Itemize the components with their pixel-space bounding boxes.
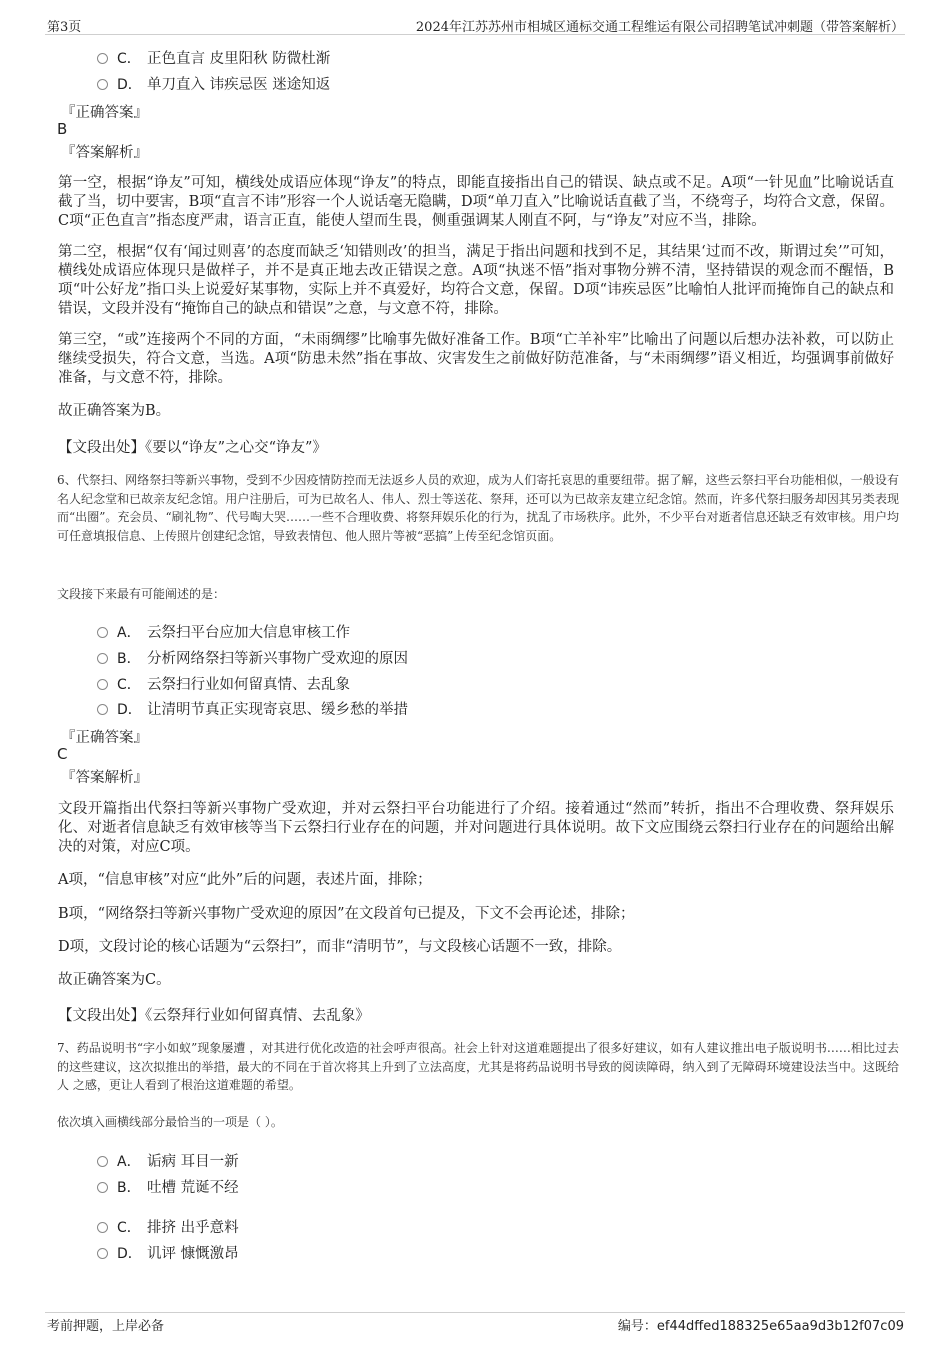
option-letter: D． bbox=[117, 1246, 142, 1262]
q5-answer: B bbox=[57, 120, 68, 138]
q5-answer-label: 『正确答案』 bbox=[61, 105, 148, 121]
q5-option-c[interactable] bbox=[97, 47, 330, 68]
q7-prompt: 依次填入画横线部分最恰当的一项是（ ）。 bbox=[57, 1115, 283, 1129]
q7-option-c[interactable] bbox=[97, 1216, 239, 1237]
q6-analysis-d: D项，文段讨论的核心话题为“云祭扫”，而非“清明节”，与文段核心话题不一致，排除。 bbox=[58, 939, 622, 955]
q7-option-d[interactable] bbox=[97, 1242, 239, 1263]
q6-option-d[interactable] bbox=[97, 698, 408, 719]
option-text: 分析网络祭扫等新兴事物广受欢迎的原因 bbox=[147, 651, 408, 667]
q6-source: 【文段出处】《云祭拜行业如何留真情、去乱象》 bbox=[58, 1008, 370, 1024]
q5-option-d[interactable] bbox=[97, 73, 330, 94]
q6-analysis-paragraph-1: 文段开篇指出代祭扫等新兴事物广受欢迎，并对云祭扫平台功能进行了介绍。接着通过“然而”转折，指出不合理收费、祭拜娱乐化、对逝者信息缺乏有效审核等当下云祭扫行业存在的问题，并对问题进行具体说明。故下文应围绕云祭扫行业存在的问题给出解决的对策，对应C项。 bbox=[58, 801, 894, 855]
radio-icon[interactable] bbox=[97, 1248, 108, 1259]
option-letter: A． bbox=[117, 1154, 141, 1170]
option-letter: C． bbox=[117, 677, 141, 693]
footer-slogan: 考前押题，上岸必备 bbox=[47, 1319, 165, 1334]
page-number: 第3页 bbox=[47, 20, 82, 35]
footer-divider bbox=[45, 1312, 905, 1313]
option-text: 单刀直入 讳疾忌医 迷途知返 bbox=[147, 77, 331, 93]
radio-icon[interactable] bbox=[97, 679, 108, 690]
option-text: 排挤 出乎意料 bbox=[147, 1220, 239, 1236]
radio-icon[interactable] bbox=[97, 704, 108, 715]
q6-option-a[interactable] bbox=[97, 621, 350, 642]
option-letter: D． bbox=[117, 702, 142, 718]
q6-option-b[interactable] bbox=[97, 647, 408, 668]
radio-icon[interactable] bbox=[97, 1182, 108, 1193]
radio-icon[interactable] bbox=[97, 1156, 108, 1167]
q6-option-c[interactable] bbox=[97, 673, 350, 694]
document-code bbox=[618, 1315, 904, 1334]
q6-answer: C bbox=[57, 745, 68, 763]
option-text: 让清明节真正实现寄哀思、缓乡愁的举措 bbox=[147, 702, 408, 718]
option-text: 诟病 耳目一新 bbox=[147, 1154, 239, 1170]
q5-analysis-label: 『答案解析』 bbox=[61, 145, 148, 161]
q7-option-b[interactable] bbox=[97, 1176, 239, 1197]
option-letter: B． bbox=[117, 1180, 141, 1196]
option-letter: C． bbox=[117, 1220, 141, 1236]
radio-icon[interactable] bbox=[97, 627, 108, 638]
option-letter: A． bbox=[117, 625, 141, 641]
option-letter: D． bbox=[117, 77, 142, 93]
option-text: 讥评 慷慨激昂 bbox=[147, 1246, 239, 1262]
q6-analysis-a: A项，“信息审核”对应“此外”后的问题，表述片面，排除； bbox=[58, 872, 432, 888]
option-text: 吐槽 荒诞不经 bbox=[147, 1180, 239, 1196]
option-text: 云祭扫平台应加大信息审核工作 bbox=[147, 625, 350, 641]
option-text: 正色直言 皮里阳秋 防微杜渐 bbox=[147, 51, 331, 67]
q6-conclusion: 故正确答案为C。 bbox=[58, 972, 171, 988]
q6-prompt: 文段接下来最有可能阐述的是： bbox=[57, 587, 226, 601]
q7-stem: 7、药品说明书“字小如蚁”现象屡遭 ，对其进行优化改造的社会呼声很高。社会上针对这道难题提出了很多好建议，如有人建议推出电子版说明书……相比过去的这些建议，这次拟推出的举措，最大的不同在于首次将其上升到了立法高度，尤其是将药品说明书导致的阅读障碍，纳入到了无障碍环境建设法当中。这既给人 之感，更让人看到了根治这道难题的希望。 bbox=[57, 1041, 899, 1092]
header-divider bbox=[45, 34, 905, 35]
q7-option-a[interactable] bbox=[97, 1150, 239, 1171]
q5-analysis-paragraph-3: 第三空，“或”连接两个不同的方面，“未雨绸缪”比喻事先做好准备工作。B项“亡羊补牢”比喻出了问题以后想办法补救，可以防止继续受损失，符合文意，当选。A项“防患未然”指在事故、灾害发生之前做好防范准备，与“未雨绸缪”语义相近，均强调事前做好准备，与文意不符，排除。 bbox=[58, 332, 894, 386]
q6-analysis-b: B项，“网络祭扫等新兴事物广受欢迎的原因”在文段首句已提及，下文不会再论述，排除； bbox=[58, 906, 635, 922]
q5-analysis-paragraph-1: 第一空，根据“诤友”可知，横线处成语应体现“诤友”的特点，即能直接指出自己的错误、缺点或不足。A项“一针见血”比喻说话直截了当，切中要害，B项“直言不讳”形容一个人说话毫无隐瞒，D项“单刀直入”比喻说话直截了当，不绕弯子，均符合文意，保留。C项“正色直言”指态度严肃，语言正直，能使人望而生畏，侧重强调某人刚直不阿，与“诤友”对应不当，排除。 bbox=[58, 175, 894, 229]
document-title: 2024年江苏苏州市相城区通标交通工程维运有限公司招聘笔试冲刺题（带答案解析） bbox=[415, 20, 904, 35]
code-label: 编号： bbox=[617, 1319, 657, 1334]
q6-answer-label: 『正确答案』 bbox=[61, 730, 148, 746]
q5-source: 【文段出处】《要以“诤友”之心交“诤友”》 bbox=[58, 440, 327, 456]
code-value: ef44dffed188325e65aa9d3b12f07c09 bbox=[656, 1319, 904, 1334]
option-letter: B． bbox=[117, 651, 141, 667]
radio-icon[interactable] bbox=[97, 53, 108, 64]
radio-icon[interactable] bbox=[97, 1222, 108, 1233]
q5-analysis-paragraph-2: 第二空，根据“仅有‘闻过则喜’的态度而缺乏‘知错则改’的担当，满足于指出问题和找到不足，其结果‘过而不改，斯谓过矣’”可知，横线处成语应体现只是做样子，并不是真正地去改正错误之意。A项“执迷不悟”指对事物分辨不清，坚持错误的观念而不醒悟，B项“叶公好龙”指口头上说爱好某事物，实际上并不真爱好，均符合文意，保留。D项“讳疾忌医”比喻怕人批评而掩饰自己的缺点和错误，文段并没有“掩饰自己的缺点和错误”之意，与文意不符，排除。 bbox=[58, 244, 894, 317]
radio-icon[interactable] bbox=[97, 653, 108, 664]
option-text: 云祭扫行业如何留真情、去乱象 bbox=[147, 677, 350, 693]
q6-analysis-label: 『答案解析』 bbox=[61, 770, 148, 786]
radio-icon[interactable] bbox=[97, 79, 108, 90]
option-letter: C． bbox=[117, 51, 141, 67]
q5-conclusion: 故正确答案为B。 bbox=[58, 403, 171, 419]
q6-stem: 6、代祭扫、网络祭扫等新兴事物，受到不少因疫情防控而无法返乡人员的欢迎，成为人们寄托哀思的重要纽带。据了解，这些云祭扫平台功能相似，一般设有名人纪念堂和已故亲友纪念馆。用户注册后，可为已故名人、伟人、烈士等送花、祭拜，还可以为已故亲友建立纪念馆。然而，许多代祭扫服务却因其另类表现而“出圈”。充会员、“刷礼物”、代号啕大哭……一些不合理收费、将祭拜娱乐化的行为，扰乱了市场秩序。此外，不少平台对逝者信息还缺乏有效审核。用户均可任意填报信息、上传照片创建纪念馆，导致表情包、他人照片等被“恶搞”上传至纪念馆页面。 bbox=[57, 473, 899, 543]
